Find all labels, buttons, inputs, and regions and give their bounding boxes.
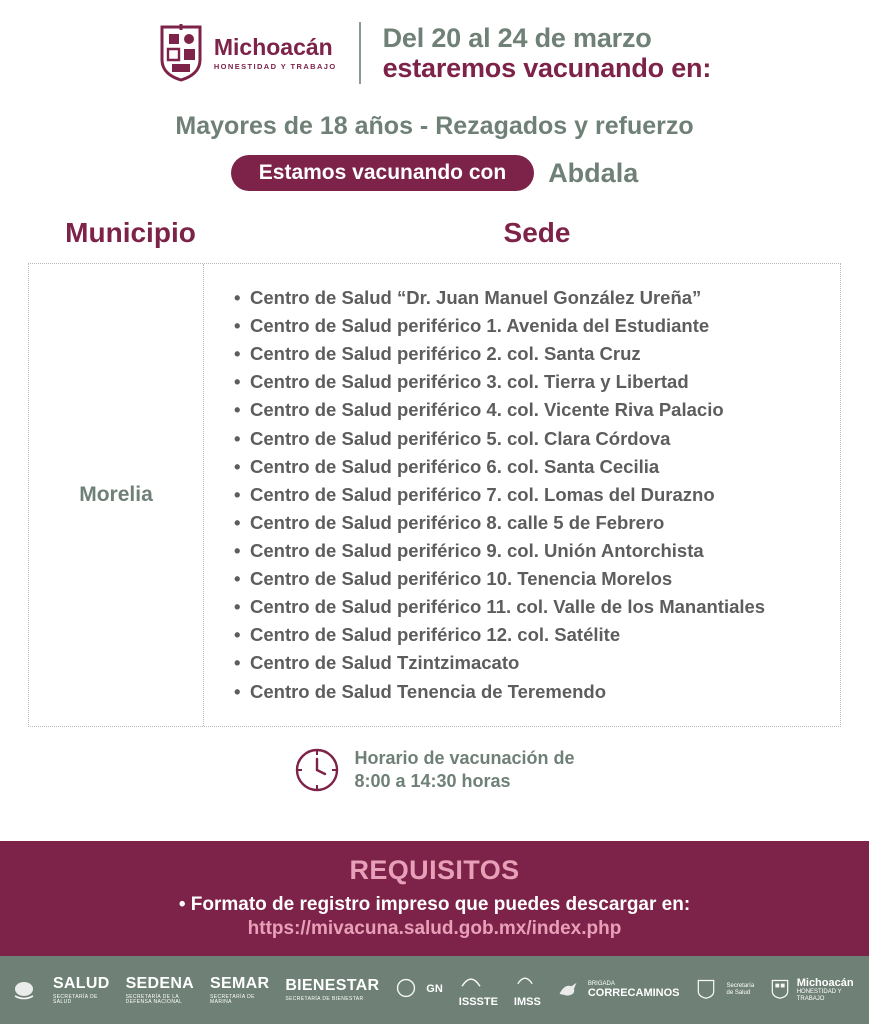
michoacan-shield-icon [770,977,792,1003]
municipio-name: Morelia [79,482,153,506]
logo-sedena [126,976,194,1005]
list-item: • Centro de Salud periférico 4. col. Vicente Riva Palacio [234,396,822,424]
clock-icon [294,747,340,793]
list-item: • Centro de Salud periférico 7. col. Lomas del Durazno [234,481,822,509]
requisitos-item: • Formato de registro impreso que puedes descargar en: [178,894,691,915]
list-item: • Centro de Salud Tenencia de Teremendo [234,678,822,706]
list-item: • Centro de Salud “Dr. Juan Manuel González Ureña” [234,284,822,312]
sede-list [234,284,822,706]
column-header-municipio: Municipio [65,217,196,248]
logo-issste [459,971,498,1009]
logo-michoacan [770,977,858,1003]
headline [383,23,712,83]
schedule-line1: Horario de vacunación de [354,747,575,768]
vaccine-banner [0,155,869,191]
logo-gn-name: GN [426,983,443,996]
brand-block [158,24,337,82]
table-row [28,263,841,727]
registration-url[interactable]: https://mivacuna.salud.gob.mx/index.php [247,918,622,939]
logo-sedena-name: SEDENA [125,974,195,992]
column-header-sede: Sede [503,217,571,248]
logo-semar [210,976,269,1005]
schedule-line2: 8:00 a 14:30 horas [354,771,511,792]
logo-imss-name: IMSS [513,996,541,1009]
schedule-block [0,747,869,795]
secretaria-salud-icon [696,977,722,1003]
list-item: • Centro de Salud Tzintzimacato [234,649,822,677]
vaccine-pill-label: Estamos vacunando con [231,155,534,191]
list-item: • Centro de Salud periférico 5. col. Clara Córdova [234,425,822,453]
vaccine-name: Abdala [548,157,639,188]
list-item: • Centro de Salud periférico 10. Tenencia Morelos [234,565,822,593]
imss-icon [514,971,540,997]
logo-brigada-name: BRIGADA [587,980,615,987]
requisitos-title: REQUISITOS [349,855,520,885]
schedule-text [354,747,574,795]
logo-michoacan-name: Michoacán [796,976,854,989]
logo-bienestar-name: BIENESTAR [285,977,380,994]
logo-brigada-correcaminos [557,977,680,1003]
requisitos-section [0,841,869,956]
list-item: • Centro de Salud periférico 9. col. Unión Antorchista [234,537,822,565]
cell-sede [204,264,840,726]
headline-line1: Del 20 al 24 de marzo [382,22,652,53]
list-item: • Centro de Salud periférico 8. calle 5 de Febrero [234,509,822,537]
headline-line2: estaremos vacunando en: [382,53,712,83]
issste-icon [459,971,485,997]
brand-text [213,33,337,71]
logo-sedena-sub: SECRETARÍA DE LA DEFENSA NACIONAL [125,993,183,1005]
logo-correcaminos-name: CORRECAMINOS [587,986,680,999]
logo-salud-name: SALUD [52,974,110,992]
list-item: • Centro de Salud periférico 3. col. Tierra y Libertad [234,368,822,396]
logo-bienestar-sub: SECRETARÍA DE BIENESTAR [285,996,364,1002]
logo-secretaria-sub: de Salud [726,990,751,996]
list-item: • Centro de Salud periférico 12. col. Satélite [234,621,822,649]
logo-secretaria-name: Secretaría [726,983,755,990]
cell-municipio [29,264,204,726]
logo-imss [514,971,541,1009]
list-item: • Centro de Salud periférico 11. col. Valle de los Manantiales [234,593,822,621]
correcaminos-bird-icon [557,977,583,1003]
michoacan-coat-of-arms-icon [158,24,204,82]
header-divider [359,22,361,84]
logo-michoacan-sub: HONESTIDAD Y TRABAJO [796,989,842,1002]
logo-issste-name: ISSSTE [458,996,498,1009]
list-item: • Centro de Salud periférico 2. col. Santa Cruz [234,340,822,368]
table-column-headers [0,217,869,249]
guardia-nacional-icon [395,977,421,1003]
logo-salud [53,976,110,1005]
logo-salud-sub: SECRETARÍA DE SALUD [52,993,98,1005]
logo-guardia-nacional [395,977,443,1003]
logo-semar-name: SEMAR [210,974,270,992]
logo-bienestar [285,978,379,1002]
list-item: • Centro de Salud periférico 1. Avenida del Estudiante [234,312,822,340]
brand-tagline: HONESTIDAD Y TRABAJO [213,61,337,71]
audience-subtitle: Mayores de 18 años - Rezagados y refuerzo [175,112,694,140]
page-header [0,0,869,90]
brand-name: Michoacán [213,33,333,60]
list-item: • Centro de Salud periférico 6. col. Santa Cecilia [234,453,822,481]
logo-secretaria-salud-michoacan [696,977,755,1003]
logo-semar-sub: SECRETARÍA DE MARINA [210,993,255,1005]
national-seal-icon [11,977,37,1003]
footer-logo-bar [0,956,869,1024]
